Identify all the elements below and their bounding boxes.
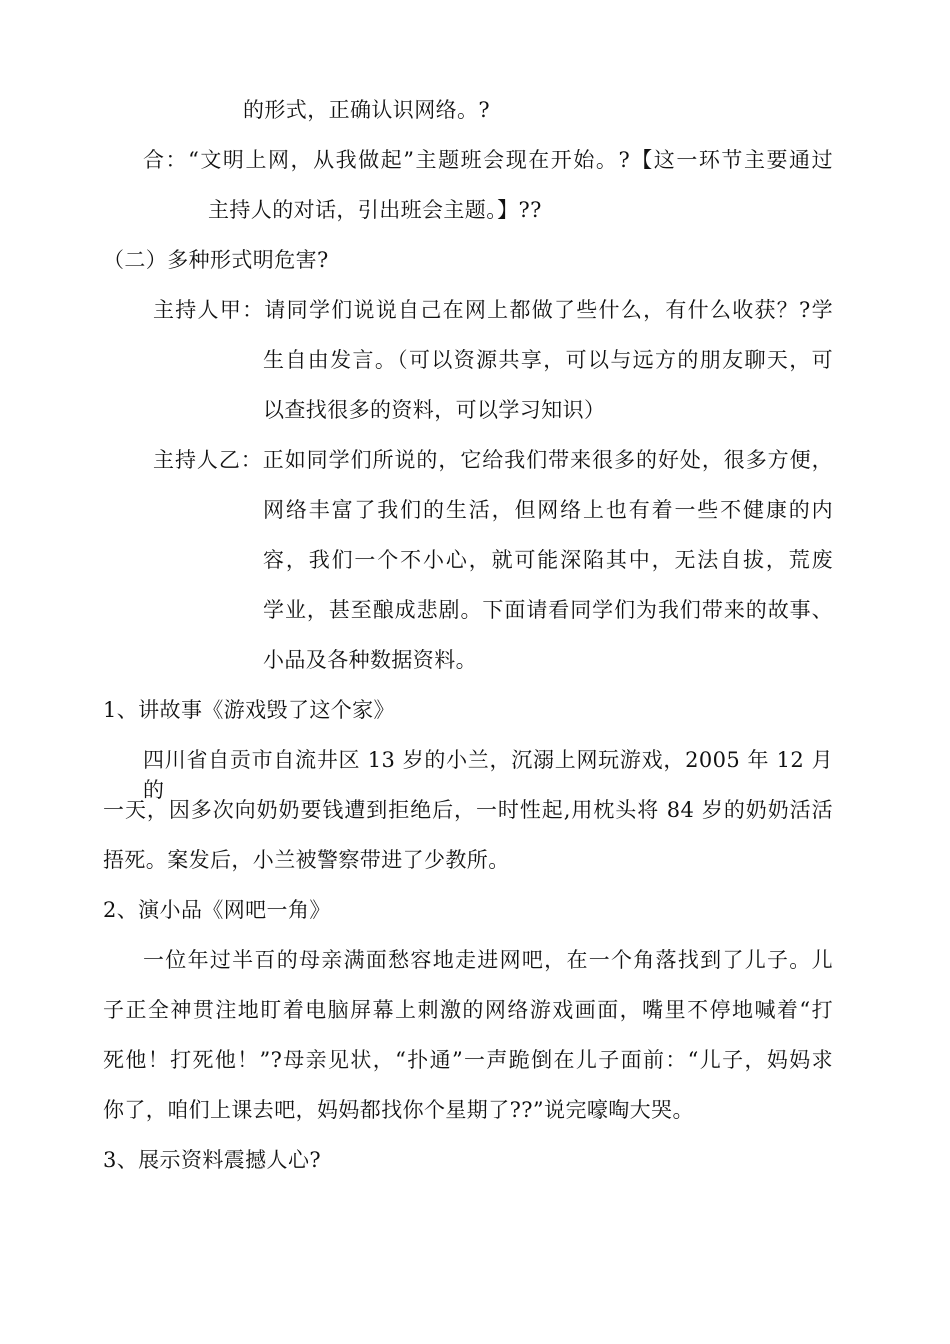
host-b-line: 容，我们一个不小心，就可能深陷其中，无法自拔，荒废 (263, 548, 833, 572)
story-paragraph-line: 捂死。案发后，小兰被警察带进了少教所。 (103, 848, 510, 872)
paragraph-line: 的形式，正确认识网络。? (243, 98, 491, 122)
host-b-line: 学业，甚至酿成悲剧。下面请看同学们为我们带来的故事、 (263, 598, 833, 622)
host-a-line: 生自由发言。（可以资源共享，可以与远方的朋友聊天，可 (263, 348, 833, 372)
skit-paragraph-line: 子正全神贯注地盯着电脑屏幕上刺激的网络游戏画面，嘴里不停地喊着“打 (103, 998, 833, 1022)
host-b-line: 主持人乙：正如同学们所说的，它给我们带来很多的好处，很多方便， (153, 448, 833, 472)
paragraph-line: 主持人的对话，引出班会主题。】?? (208, 198, 542, 222)
skit-heading: 2、演小品《网吧一角》 (103, 898, 331, 922)
skit-paragraph-line: 一位年过半百的母亲满面愁容地走进网吧，在一个角落找到了儿子。儿 (143, 948, 833, 972)
host-b-line: 小品及各种数据资料。 (263, 648, 477, 672)
host-b-line: 网络丰富了我们的生活，但网络上也有着一些不健康的内 (263, 498, 833, 522)
skit-paragraph-line: 你了，咱们上课去吧，妈妈都找你个星期了??”说完嚎啕大哭。 (103, 1098, 694, 1122)
section-heading: （二）多种形式明危害? (103, 248, 329, 272)
skit-paragraph-line: 死他！打死他！”?母亲见状，“扑通”一声跪倒在儿子面前：“儿子，妈妈求 (103, 1048, 833, 1072)
story-paragraph-line: 一天，因多次向奶奶要钱遭到拒绝后，一时性起,用枕头将 84 岁的奶奶活活 (103, 798, 833, 822)
paragraph-line: 合：“文明上网，从我做起”主题班会现在开始。?【这一环节主要通过 (143, 148, 833, 172)
host-a-line: 主持人甲：请同学们说说自己在网上都做了些什么，有什么收获？?学 (153, 298, 833, 322)
story-heading: 1、讲故事《游戏毁了这个家》 (103, 698, 395, 722)
story-paragraph-line: 四川省自贡市自流井区 13 岁的小兰，沉溺上网玩游戏，2005 年 12 月的 (143, 748, 833, 802)
host-a-line: 以查找很多的资料，可以学习知识） (263, 398, 606, 422)
materials-heading: 3、展示资料震撼人心? (103, 1148, 322, 1172)
